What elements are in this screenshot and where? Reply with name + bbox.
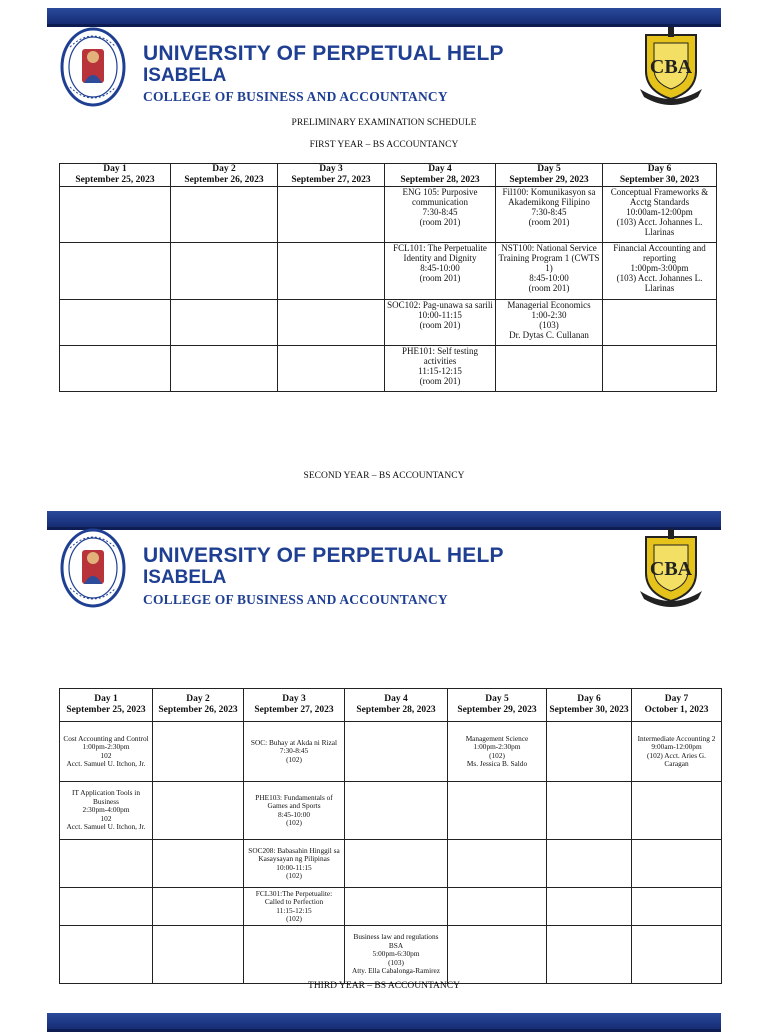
schedule-cell [153, 782, 244, 840]
campus-name: ISABELA [143, 65, 227, 86]
column-header [60, 689, 153, 722]
cba-emblem-icon-2 [632, 527, 710, 607]
university-seal-icon-2 [60, 528, 126, 608]
date-label: September 26, 2023 [184, 175, 264, 185]
day-label: Day 7 [664, 694, 689, 704]
table-row [60, 926, 722, 984]
day-label: Day 5 [485, 694, 509, 704]
schedule-cell [171, 300, 278, 346]
day-label: Day 1 [103, 164, 127, 174]
day-label: Day 2 [186, 694, 210, 704]
table-row [60, 888, 722, 926]
column-header [153, 689, 244, 722]
column-header [244, 689, 345, 722]
day-label: Day 4 [384, 694, 408, 704]
top-header-band [47, 8, 721, 27]
schedule-cell [632, 888, 722, 926]
schedule-cell: SOC102: Pag-unawa sa sarili 10:00-11:15 (room 201) [385, 300, 496, 346]
table-row [60, 187, 717, 243]
schedule-cell [60, 346, 171, 392]
table-row [60, 722, 722, 782]
schedule-cell [171, 187, 278, 243]
schedule-cell [547, 782, 632, 840]
schedule-cell [448, 840, 547, 888]
college-name: COLLEGE OF BUSINESS AND ACCOUNTANCY [143, 89, 448, 104]
column-header [496, 164, 603, 187]
schedule-cell [171, 243, 278, 300]
column-header [385, 164, 496, 187]
schedule-cell: FCL101: The Perpetualite Identity and Dignity 8:45-10:00 (room 201) [385, 243, 496, 300]
schedule-cell: SOC: Buhay at Akda ni Rizal 7:30-8:45 (102) [244, 722, 345, 782]
schedule-cell [345, 722, 448, 782]
university-seal-icon [60, 27, 126, 107]
date-label: September 25, 2023 [66, 705, 146, 715]
schedule-cell [153, 722, 244, 782]
column-header [345, 689, 448, 722]
day-label: Day 2 [212, 164, 236, 174]
schedule-cell [153, 888, 244, 926]
schedule-cell [60, 187, 171, 243]
column-header [547, 689, 632, 722]
table-row [60, 346, 717, 392]
schedule-cell [345, 782, 448, 840]
column-header [278, 164, 385, 187]
schedule-title: PRELIMINARY EXAMINATION SCHEDULE [291, 118, 477, 128]
date-label: September 28, 2023 [356, 705, 436, 715]
schedule-cell: Conceptual Frameworks & Acctg Standards 10:00am-12:00pm (103) Acct. Johannes L. Llarinas [603, 187, 717, 243]
schedule-cell: PHE103: Fundamentals of Games and Sports 8:45-10:00 (102) [244, 782, 345, 840]
schedule-cell: Financial Accounting and reporting 1:00pm-3:00pm (103) Acct. Johannes L. Llarinas [603, 243, 717, 300]
schedule-cell: Managerial Economics 1:00-2:30 (103) Dr. Dytas C. Cullanan [496, 300, 603, 346]
date-label: September 27, 2023 [291, 175, 371, 185]
schedule-cell [278, 346, 385, 392]
column-header [603, 164, 717, 187]
schedule-cell [547, 722, 632, 782]
schedule-cell [171, 346, 278, 392]
schedule-cell [547, 888, 632, 926]
date-label: September 29, 2023 [509, 175, 589, 185]
column-header [60, 164, 171, 187]
schedule-cell: PHE101: Self testing activities 11:15-12:15 (room 201) [385, 346, 496, 392]
schedule-cell [632, 840, 722, 888]
date-label: October 1, 2023 [644, 705, 709, 715]
schedule-cell: Intermediate Accounting 2 9:00am-12:00pm (102) Acct. Aries G. Caragan [632, 722, 722, 782]
day-label: Day 3 [282, 694, 306, 704]
schedule-cell: ENG 105: Purposive communication 7:30-8:45 (room 201) [385, 187, 496, 243]
university-name: UNIVERSITY OF PERPETUAL HELP [143, 42, 504, 65]
schedule-cell [632, 782, 722, 840]
schedule-cell [244, 926, 345, 984]
second-header-band [47, 511, 721, 530]
column-header [448, 689, 547, 722]
schedule-cell [60, 243, 171, 300]
schedule-cell [278, 243, 385, 300]
schedule-cell [632, 926, 722, 984]
first-year-caption: FIRST YEAR – BS ACCOUNTANCY [309, 140, 459, 150]
date-label: September 30, 2023 [619, 175, 700, 185]
schedule-cell [153, 840, 244, 888]
schedule-cell [153, 926, 244, 984]
date-label: September 30, 2023 [549, 705, 629, 715]
second-year-schedule-table [59, 688, 722, 984]
table-row [60, 300, 717, 346]
date-label: September 28, 2023 [400, 175, 480, 185]
schedule-cell [345, 888, 448, 926]
schedule-cell: FCL301:The Perpetualite: Called to Perfection 11:15-12:15 (102) [244, 888, 345, 926]
column-header [632, 689, 722, 722]
day-label: Day 5 [537, 164, 561, 174]
schedule-cell [547, 840, 632, 888]
bottom-header-band [47, 1013, 721, 1032]
schedule-cell [278, 187, 385, 243]
date-label: September 25, 2023 [75, 175, 155, 185]
campus-name-2: ISABELA [143, 567, 227, 588]
schedule-cell [60, 888, 153, 926]
column-header [171, 164, 278, 187]
third-year-caption: THIRD YEAR – BS ACCOUNTANCY [308, 981, 460, 991]
svg-text:CBA: CBA [649, 56, 693, 78]
schedule-cell [448, 782, 547, 840]
schedule-cell [448, 888, 547, 926]
day-label: Day 1 [94, 694, 118, 704]
table-row [60, 243, 717, 300]
schedule-cell [448, 926, 547, 984]
first-year-schedule-table [59, 163, 717, 392]
day-label: Day 6 [577, 694, 601, 704]
date-label: September 29, 2023 [457, 705, 537, 715]
table-row [60, 840, 722, 888]
table-row [60, 782, 722, 840]
schedule-cell: SOC208: Babasahin Hinggil sa Kasaysayan ng Pilipinas 10:00-11:15 (102) [244, 840, 345, 888]
schedule-cell: Fil100: Komunikasyon sa Akademikong Filipino 7:30-8:45 (room 201) [496, 187, 603, 243]
schedule-cell [60, 840, 153, 888]
schedule-cell [60, 300, 171, 346]
schedule-cell: Business law and regulations BSA 5:00pm-6:30pm (103) Atty. Ella Cabalonga-Ramirez [345, 926, 448, 984]
svg-text:CBA: CBA [649, 558, 693, 580]
schedule-cell [547, 926, 632, 984]
schedule-cell [345, 840, 448, 888]
day-label: Day 3 [319, 164, 343, 174]
schedule-cell [496, 346, 603, 392]
schedule-cell [60, 926, 153, 984]
university-name-2: UNIVERSITY OF PERPETUAL HELP [143, 544, 504, 567]
day-label: Day 4 [428, 164, 452, 174]
schedule-cell: Cost Accounting and Control 1:00pm-2:30pm 102 Acct. Samuel U. Itchon, Jr. [60, 722, 153, 782]
day-label: Day 6 [647, 164, 672, 174]
schedule-cell: Management Science 1:00pm-2:30pm (102) Ms. Jessica B. Saldo [448, 722, 547, 782]
schedule-cell [278, 300, 385, 346]
college-name-2: COLLEGE OF BUSINESS AND ACCOUNTANCY [143, 592, 448, 607]
schedule-cell [603, 300, 717, 346]
date-label: September 26, 2023 [158, 705, 238, 715]
schedule-cell [603, 346, 717, 392]
cba-emblem-icon [632, 25, 710, 105]
schedule-cell: NST100: National Service Training Program 1 (CWTS 1) 8:45-10:00 (room 201) [496, 243, 603, 300]
schedule-cell: IT Application Tools in Business 2:30pm-4:00pm 102 Acct. Samuel U. Itchon, Jr. [60, 782, 153, 840]
second-year-caption: SECOND YEAR – BS ACCOUNTANCY [303, 471, 465, 481]
date-label: September 27, 2023 [254, 705, 334, 715]
